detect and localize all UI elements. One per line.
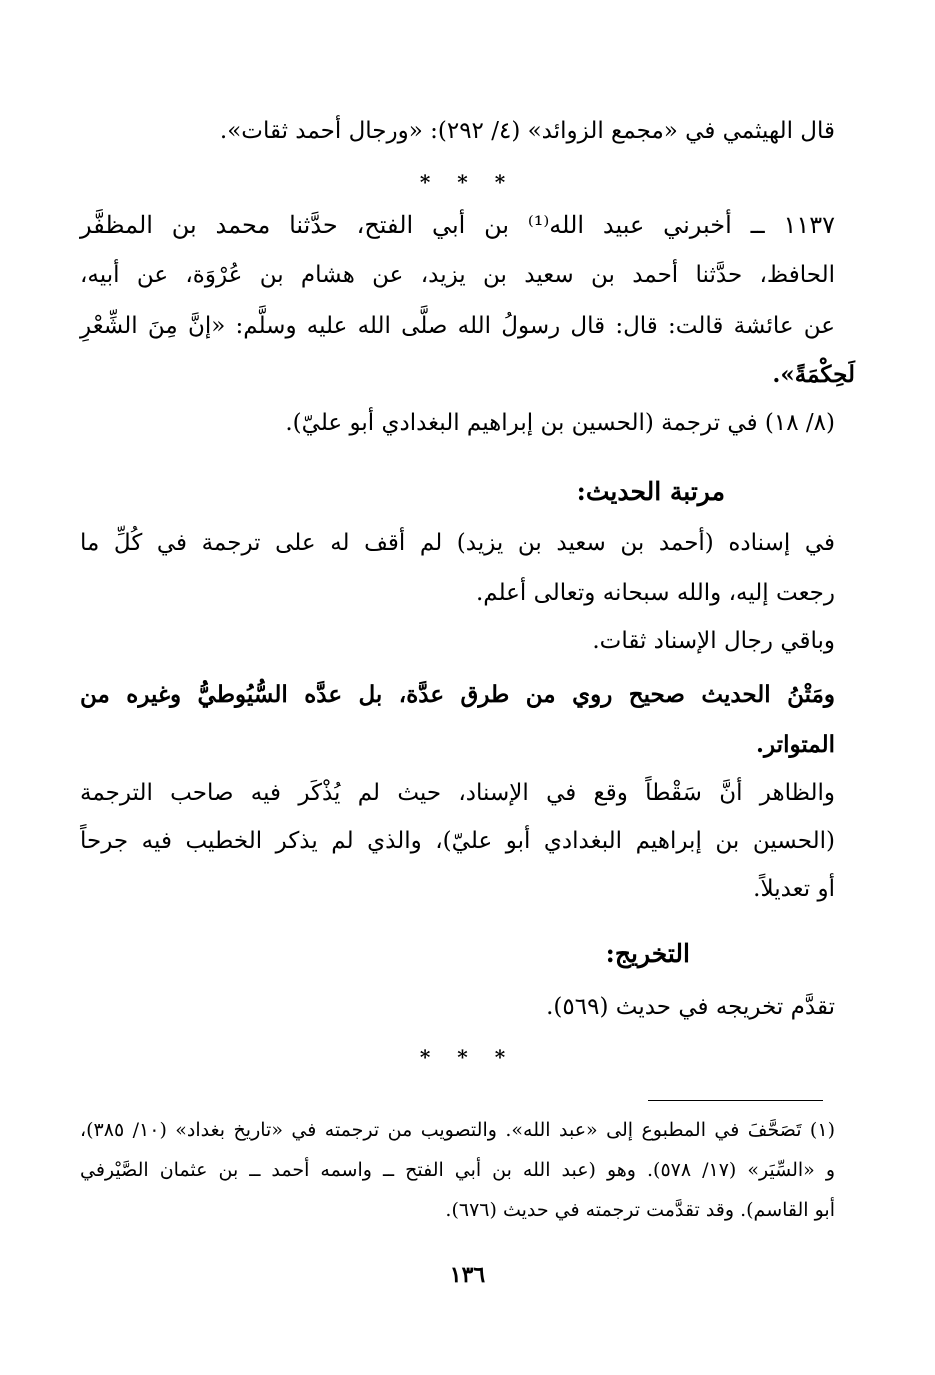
rank-line-8: أو تعديلاً. [753,876,835,902]
footnote-line-3: أبو القاسم). وقد تقدَّمت ترجمته في حديث (٦٧٦). [445,1199,835,1221]
text-line-haythami: قال الهيثمي في «مجمع الزوائد» (٤/ ٢٩٢): «ورجال أحمد ثقات». [219,118,835,144]
footnote-line-2: و «السِّيَر» (١٧/ ٥٧٨). وهو (عبد الله بن أبي الفتح ــ واسمه أحمد ــ بن عثمان الصَّيْرفي [80,1159,835,1181]
heading-hadith-rank: مرتبة الحديث: [576,477,725,506]
hadith-line-3: عن عائشة قالت: قال: قال رسولُ الله صلَّى الله عليه وسلَّم: «إنَّ مِنَ الشِّعْرِ [80,313,835,339]
page-number: ١٣٦ [449,1262,486,1288]
hadith-line-1: ١١٣٧ ــ أخبرني عبيد الله⁽¹⁾ بن أبي الفتح، حدَّثنا محمد بن المظفَّر [80,211,836,239]
rank-line-2: رجعت إليه، والله سبحانه وتعالى أعلم. [475,580,835,606]
rank-line-7: (الحسين بن إبراهيم البغدادي أبو عليّ)، والذي لم يذكر الخطيب فيه جرحاً [80,828,835,854]
section-separator: * * * [419,170,516,194]
heading-takhrij: التخريج: [605,939,690,968]
rank-line-3: وباقي رجال الإسناد ثقات. [592,628,835,654]
hadith-line-4: لَحِكْمَةً». [772,361,855,388]
takhrij-line: تقدَّم تخريجه في حديث (٥٦٩). [546,994,835,1020]
footnote-line-1: (١) تَصَحَّفَ في المطبوع إلى «عبد الله». والتصويب من ترجمته في «تاريخ بغداد» (١٠/ ٣٨٥)، [80,1119,835,1141]
section-separator-end: * * * [419,1045,516,1069]
footnote-divider [648,1100,823,1101]
hadith-line-2: الحافظ، حدَّثنا أحمد بن سعيد بن يزيد، عن هشام بن عُرْوَة، عن أبيه، [80,262,835,288]
rank-line-5: المتواتر. [755,731,835,758]
rank-line-6: والظاهر أنَّ سَقْطاً وقع في الإسناد، حيث لم يُذْكَر فيه صاحب الترجمة [80,780,835,806]
rank-line-1: في إسناده (أحمد بن سعيد بن يزيد) لم أقف له على ترجمة في كُلِّ ما [80,530,835,556]
rank-line-4: ومَتْنُ الحديث صحيح روي من طرق عدَّة، بل عدَّه السُّيُوطيُّ وغيره من [80,681,835,708]
reference-line: (٨/ ١٨) في ترجمة (الحسين بن إبراهيم البغدادي أبو عليّ). [285,410,835,436]
